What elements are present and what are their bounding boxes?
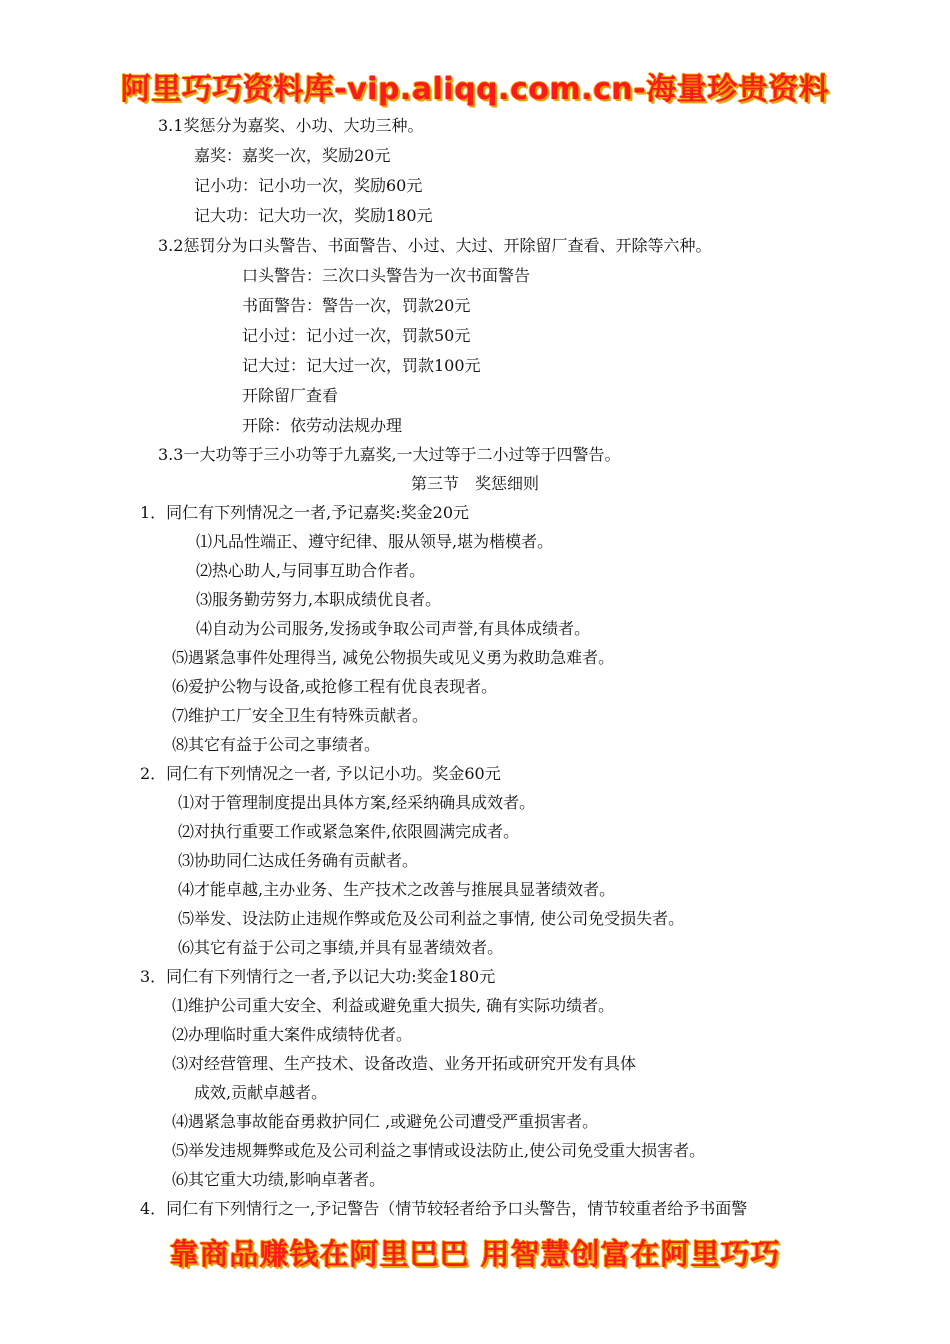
item-1-1: ⑴凡品性端正、遵守纪律、服从领导,堪为楷模者。 (196, 532, 554, 551)
item-1-7: ⑺维护工厂安全卫生有特殊贡献者。 (172, 706, 429, 725)
rule-3-3: 3.3一大功等于三小功等于九嘉奖,一大过等于二小过等于四警告。 (158, 445, 621, 464)
reward-minor-merit: 记小功：记小功一次，奖励60元 (194, 176, 423, 195)
rule-3-2: 3.2惩罚分为口头警告、书面警告、小过、大过、开除留厂查看、开除等六种。 (158, 236, 712, 255)
item-3-3: ⑶对经营管理、生产技术、设备改造、业务开拓或研究开发有具体 (172, 1054, 637, 1073)
item-1-3: ⑶服务勤劳努力,本职成绩优良者。 (196, 590, 442, 609)
header-banner: 阿里巧巧资料库-vip.aliqq.com.cn-海量珍贵资料 (120, 72, 830, 107)
item-2-5: ⑸举发、设法防止违规作弊或危及公司利益之事情, 使公司免受损失者。 (178, 909, 685, 928)
section-title: 第三节 奖惩细则 (410, 474, 539, 493)
penalty-written-warning: 书面警告：警告一次，罚款20元 (242, 296, 471, 315)
item-2-1: ⑴对于管理制度提出具体方案,经采纳确具成效者。 (178, 793, 536, 812)
reward-commendation: 嘉奖：嘉奖一次，奖励20元 (194, 146, 391, 165)
item-2-heading: 2．同仁有下列情况之一者, 予以记小功。奖金60元 (140, 764, 501, 783)
item-3-5: ⑸举发违规舞弊或危及公司利益之事情或设法防止,使公司免受重大损害者。 (172, 1141, 706, 1160)
item-1-4: ⑷自动为公司服务,发扬或争取公司声誉,有具体成绩者。 (196, 619, 591, 638)
item-3-2: ⑵办理临时重大案件成绩特优者。 (172, 1025, 413, 1044)
footer-banner: 靠商品赚钱在阿里巴巴 用智慧创富在阿里巧巧 (169, 1237, 781, 1271)
reward-major-merit: 记大功：记大功一次，奖励180元 (194, 206, 433, 225)
item-3-heading: 3．同仁有下列情行之一者,予以记大功:奖金180元 (140, 967, 496, 986)
item-2-2: ⑵对执行重要工作或紧急案件,依限圆满完成者。 (178, 822, 520, 841)
item-3-3-cont: 成效,贡献卓越者。 (194, 1083, 328, 1102)
penalty-major-demerit: 记大过：记大过一次，罚款100元 (242, 356, 481, 375)
item-1-heading: 1．同仁有下列情况之一者,予记嘉奖:奖金20元 (140, 503, 470, 522)
item-2-6: ⑹其它有益于公司之事绩,并具有显著绩效者。 (178, 938, 504, 957)
item-2-3: ⑶协助同仁达成任务确有贡献者。 (178, 851, 419, 870)
penalty-minor-demerit: 记小过：记小过一次，罚款50元 (242, 326, 471, 345)
rule-3-1: 3.1奖惩分为嘉奖、小功、大功三种。 (158, 116, 424, 135)
item-1-8: ⑻其它有益于公司之事绩者。 (172, 735, 381, 754)
item-4-heading: 4．同仁有下列情行之一,予记警告（情节较轻者给予口头警告，情节较重者给予书面警 (140, 1199, 748, 1218)
penalty-probation: 开除留厂查看 (242, 386, 339, 405)
item-1-2: ⑵热心助人,与同事互助合作者。 (196, 561, 426, 580)
penalty-dismissal: 开除：依劳动法规办理 (242, 416, 403, 435)
item-3-4: ⑷遇紧急事故能奋勇救护同仁 ,或避免公司遭受严重损害者。 (172, 1112, 599, 1131)
penalty-verbal-warning: 口头警告：三次口头警告为一次书面警告 (242, 266, 531, 285)
item-2-4: ⑷才能卓越,主办业务、生产技术之改善与推展具显著绩效者。 (178, 880, 616, 899)
item-3-1: ⑴维护公司重大安全、利益或避免重大损失, 确有实际功绩者。 (172, 996, 615, 1015)
item-1-5: ⑸遇紧急事件处理得当, 减免公物损失或见义勇为救助急难者。 (172, 648, 615, 667)
item-1-6: ⑹爱护公物与设备,或抢修工程有优良表现者。 (172, 677, 498, 696)
item-3-6: ⑹其它重大功绩,影响卓著者。 (172, 1170, 386, 1189)
